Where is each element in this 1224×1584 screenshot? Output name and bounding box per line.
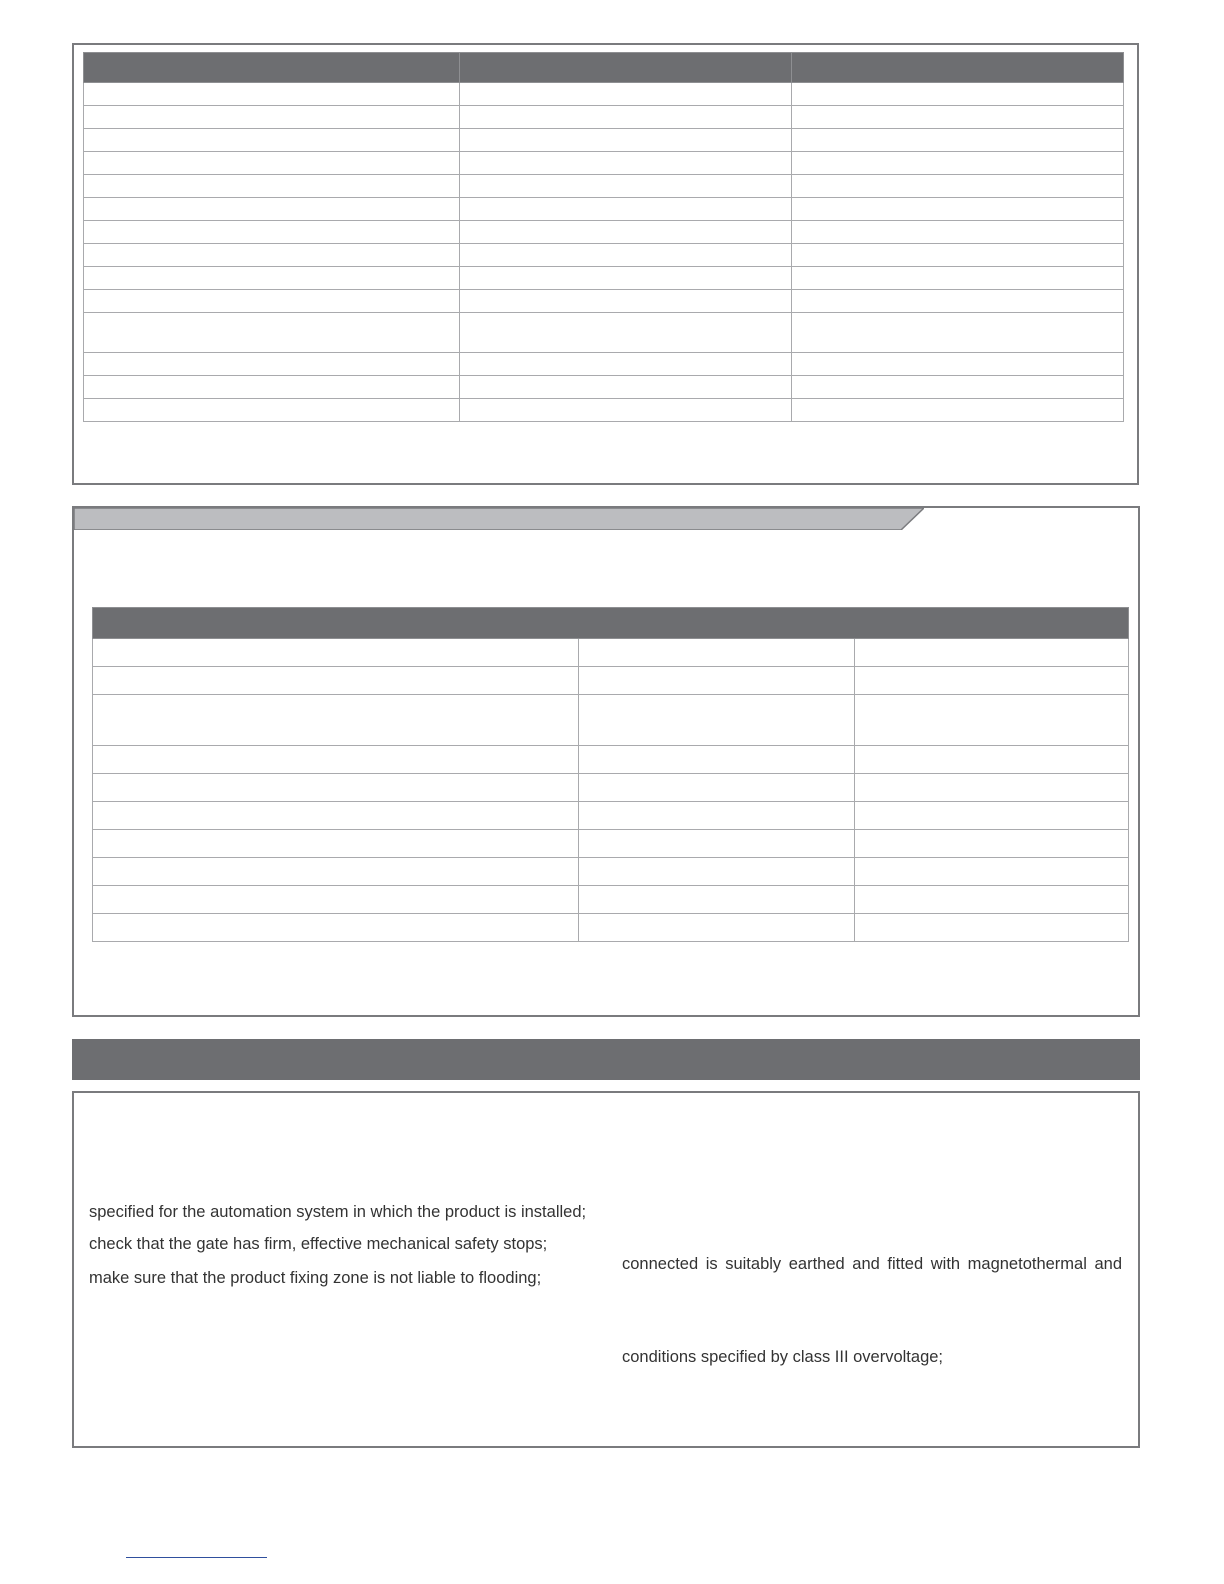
table-row bbox=[93, 802, 1129, 830]
section-banner bbox=[72, 1039, 1140, 1080]
check-line: specified for the automation system in which the product is installed; bbox=[89, 1203, 587, 1221]
table-row bbox=[84, 244, 1124, 267]
table-row bbox=[84, 129, 1124, 152]
spec-table bbox=[83, 52, 1124, 422]
check-line: check that the gate has firm, effective mechanical safety stops; bbox=[89, 1235, 548, 1253]
check-line: make sure that the product fixing zone is not liable to flooding; bbox=[89, 1269, 542, 1287]
footer-link-underline[interactable] bbox=[126, 1557, 267, 1558]
table-row bbox=[84, 399, 1124, 422]
table-row bbox=[84, 353, 1124, 376]
table-row bbox=[84, 290, 1124, 313]
table-row bbox=[93, 639, 1129, 667]
table-row bbox=[84, 152, 1124, 175]
checks-panel bbox=[72, 1091, 1140, 1448]
table-row bbox=[93, 667, 1129, 695]
table-row bbox=[84, 83, 1124, 106]
table-row bbox=[93, 695, 1129, 746]
data-table bbox=[92, 607, 1129, 942]
table-row bbox=[84, 376, 1124, 399]
table-row bbox=[84, 267, 1124, 290]
table-row bbox=[84, 198, 1124, 221]
table-header-row bbox=[93, 608, 1129, 639]
table-row bbox=[84, 313, 1124, 353]
table-row bbox=[93, 914, 1129, 942]
table-header-cell bbox=[792, 53, 1124, 83]
table-header-cell bbox=[460, 53, 792, 83]
check-line: conditions specified by class III overvoltage; bbox=[622, 1348, 944, 1366]
table-row bbox=[93, 746, 1129, 774]
table-row bbox=[93, 858, 1129, 886]
table-row bbox=[84, 106, 1124, 129]
table-row bbox=[93, 886, 1129, 914]
check-line: connected is suitably earthed and fitted with magnetothermal and bbox=[622, 1255, 1122, 1273]
section-tab bbox=[74, 508, 924, 530]
table-header-row bbox=[84, 53, 1124, 83]
table-row bbox=[93, 774, 1129, 802]
table-header-cell bbox=[93, 608, 1129, 639]
table-header-cell bbox=[84, 53, 460, 83]
table-row bbox=[84, 175, 1124, 198]
spec-table-panel bbox=[72, 43, 1139, 485]
table-row bbox=[84, 221, 1124, 244]
tabbed-panel bbox=[72, 506, 1140, 1017]
table-row bbox=[93, 830, 1129, 858]
